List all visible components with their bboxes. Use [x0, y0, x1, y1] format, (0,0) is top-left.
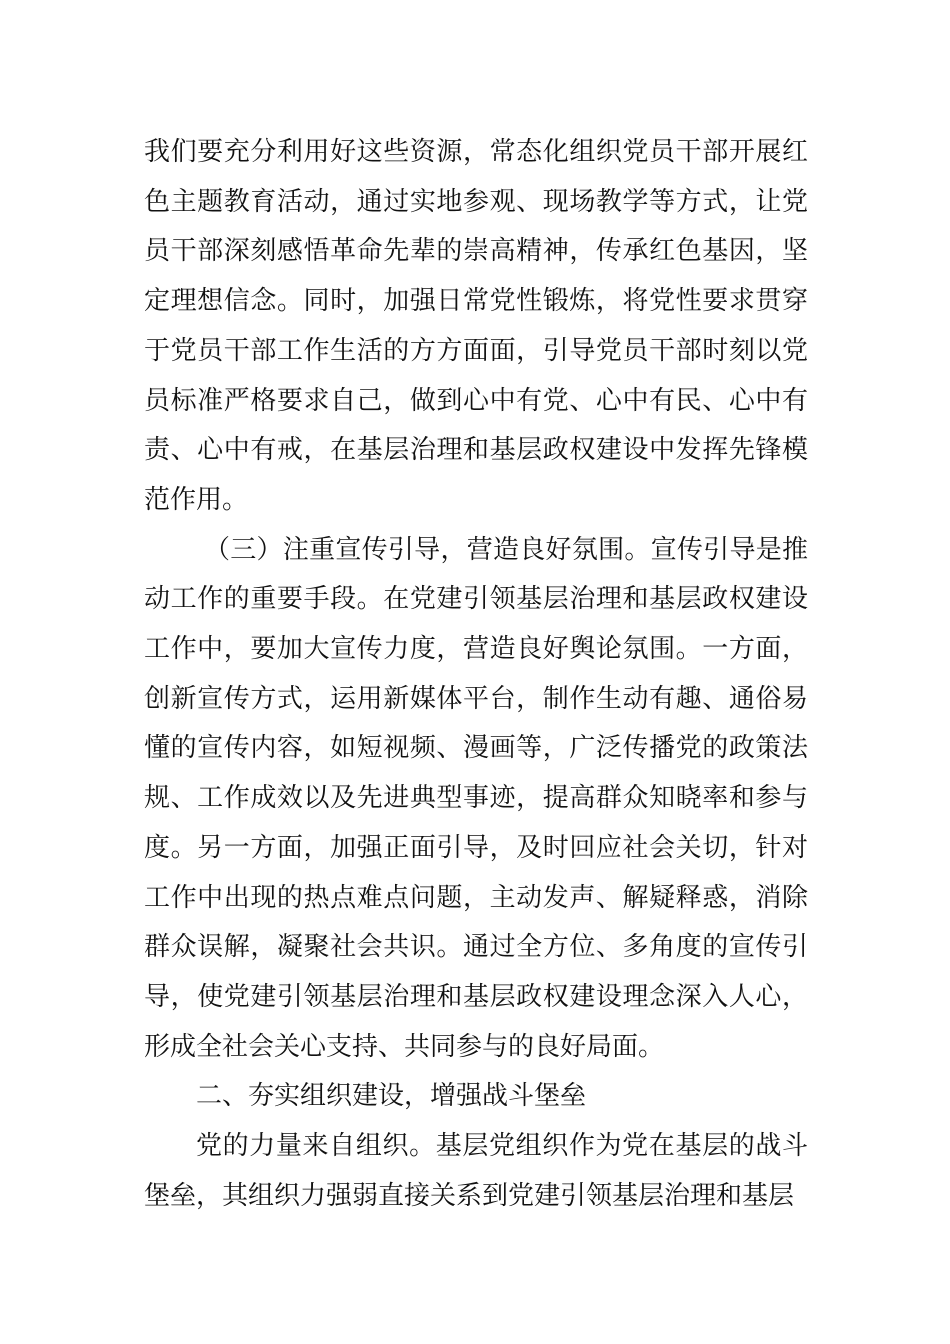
document-body — [144, 128, 808, 1221]
paragraph-organization: 党的力量来自组织。基层党组织作为党在基层的战斗堡垒，其组织力强弱直接关系到党建引领基层治理和基层 — [144, 1131, 808, 1211]
paragraph-publicity-guidance: （三）注重宣传引导，营造良好氛围。宣传引导是推动工作的重要手段。在党建引领基层治理和基层政权建设工作中，要加大宣传力度，营造良好舆论氛围。一方面，创新宣传方式，运用新媒体平台，制作生动有趣、通俗易懂的宣传内容，如短视频、漫画等，广泛传播党的政策法规、工作成效以及先进典型事迹，提高群众知晓率和参与度。另一方面，加强正面引导，及时回应社会关切，针对工作中出现的热点难点问题，主动发声、解疑释惑，消除群众误解，凝聚社会共识。通过全方位、多角度的宣传引导，使党建引领基层治理和基层政权建设理念深入人心，形成全社会关心支持、共同参与的良好局面。 — [144, 534, 808, 1062]
paragraph-continuation: 我们要充分利用好这些资源，常态化组织党员干部开展红色主题教育活动，通过实地参观、现场教学等方式，让党员干部深刻感悟革命先辈的崇高精神，传承红色基因，坚定理想信念。同时，加强日常党性锻炼，将党性要求贯穿于党员干部工作生活的方方面面，引导党员干部时刻以党员标准严格要求自己，做到心中有党、心中有民、心中有责、心中有戒，在基层治理和基层政权建设中发挥先锋模范作用。 — [144, 137, 808, 515]
section-heading: 二、夯实组织建设，增强战斗堡垒 — [196, 1081, 587, 1112]
